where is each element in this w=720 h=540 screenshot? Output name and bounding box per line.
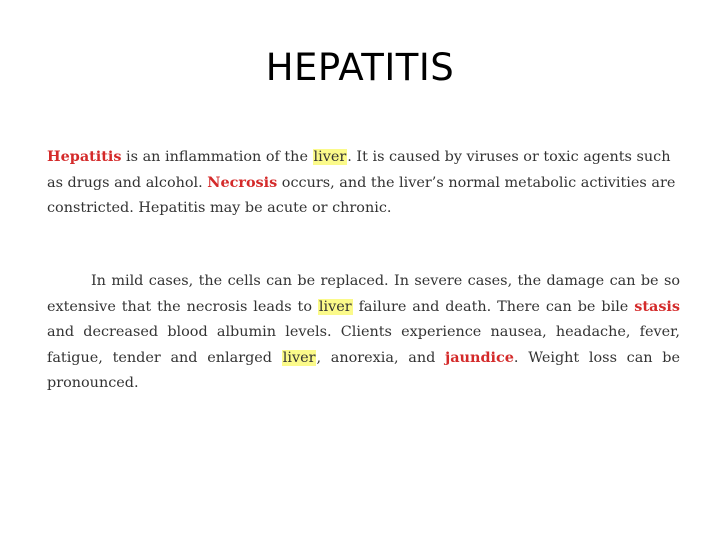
highlight-liver: liver [318, 299, 352, 315]
definition-paragraph [47, 144, 680, 221]
paragraph-text: and decreased blood albumin levels. Clients experience nausea, headache, fever, fatigue, tender and enlarged [47, 324, 680, 366]
paragraph-text: . It is caused by viruses or toxic agents such as drugs and alcohol. [47, 149, 671, 191]
paragraph-text: occurs, and the liver’s normal metabolic activities are constricted. Hepatitis may be acute or chronic. [47, 175, 676, 216]
keyword-stasis: stasis [634, 298, 680, 315]
paragraph-text: . Weight loss can be pronounced. [47, 350, 681, 391]
keyword-necrosis: Necrosis [207, 174, 278, 191]
highlight-liver: liver [282, 350, 316, 366]
slide-title: HEPATITIS [265, 46, 455, 89]
keyword-jaundice: jaundice [445, 349, 514, 366]
paragraph-text: is an inflammation of the [121, 149, 313, 165]
severity-paragraph [47, 269, 680, 396]
paragraph-text: , anorexia, and [316, 350, 446, 366]
paragraph-text: failure and death. There can be bile [352, 299, 635, 315]
keyword-hepatitis: Hepatitis [47, 148, 122, 165]
highlight-liver: liver [313, 149, 347, 165]
paragraph-text: In mild cases, the cells can be replaced. In severe cases, the damage can be so extensive that the necrosis leads to [47, 273, 680, 315]
